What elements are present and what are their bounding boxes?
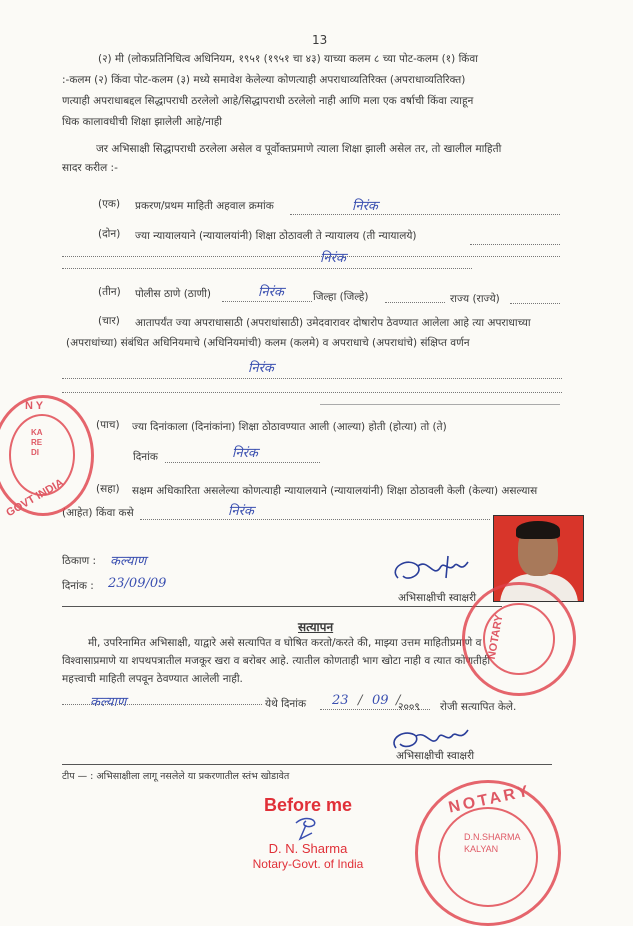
note: टीप — : अभिसाक्षीला लागू नसलेले या प्रकरणातील स्तंभ खोडावेत: [62, 771, 290, 782]
state-field: [510, 303, 560, 304]
date-value: 23/09/09: [108, 576, 167, 591]
deponent-signature-label: अभिसाक्षीची स्वाक्षरी: [398, 592, 477, 604]
item-five-field: [165, 462, 320, 463]
item-two-text: ज्या न्यायालयाने (न्यायालयांनी) शिक्षा ठोठावली ते न्यायालय (ती न्यायालये): [135, 230, 417, 242]
item-three-label: (तीन): [98, 286, 121, 298]
intro-line: सादर करील :-: [62, 162, 118, 174]
verification-signature-label: अभिसाक्षीची स्वाक्षरी: [396, 750, 475, 762]
item-five-text: ज्या दिनांकाला (दिनांकांना) शिक्षा ठोठावण्यात आली (आल्या) होती (होत्या) तो (ते): [132, 421, 447, 433]
item-one-value: निरंक: [352, 199, 378, 214]
verification-title: सत्यापन: [298, 620, 334, 634]
verification-year: २००९: [398, 701, 420, 713]
date-separator: /: [358, 693, 363, 708]
item-one-text: प्रकरण/प्रथम माहिती अहवाल क्रमांक: [135, 200, 274, 212]
para2-line: (२) मी (लोकप्रतिनिधित्व अधिनियम, १९५१ (१९५१ चा ४३) याच्या कलम ८ च्या पोट-कलम (१) किंवा: [98, 53, 478, 65]
divider: [62, 606, 502, 607]
item-four-field-2: [62, 392, 562, 393]
item-four-field-3: [320, 404, 560, 405]
item-five-label: (पाच): [96, 419, 120, 431]
item-two-field-3: [62, 268, 472, 269]
notary-title: Notary-Govt. of India: [252, 857, 364, 871]
notary-initial-signature: [292, 815, 322, 843]
verification-place: कल्याण: [90, 695, 127, 710]
item-three-value: निरंक: [258, 285, 284, 300]
left-notary-stamp: N Y KA RE DI GOVT INDIA: [0, 395, 94, 516]
item-five-date-label: दिनांक: [133, 451, 158, 463]
para2-line: :-कलम (२) किंवा पोट-कलम (३) मध्ये समावेश केलेल्या कोणत्याही अपराधाव्यतिरिक्त (अपराधाव्यतिरिक्त): [62, 74, 466, 86]
notary-name: D. N. Sharma: [268, 841, 348, 856]
district-field: [385, 302, 445, 303]
item-six-label: (सहा): [96, 483, 120, 495]
verification-suffix: रोजी सत्यापित केले.: [440, 701, 517, 713]
item-four-field: [62, 378, 562, 379]
place-label: ठिकाण :: [62, 555, 97, 567]
item-four-line2: (अपराधांच्या) संबंधित अधिनियमाचे (अधिनियमांची) कलम (कलमे) व अपराधाचे (अपराधांचे) संक्षिप्त वर्णन: [66, 337, 470, 349]
intro-line: जर अभिसाक्षी सिद्धापराधी ठरलेला असेल व पूर्वोक्तप्रमाणे त्याला शिक्षा झाली असेल तर, तो खालील माहिती: [96, 143, 502, 155]
item-four-line1: आतापर्यंत ज्या अपराधासाठी (अपराधांसाठी) उमेदवारावर दोषारोप ठेवण्यात आलेला आहे त्या अपराधाच्या: [135, 317, 531, 329]
page-number: 13: [312, 33, 328, 47]
item-two-field: [470, 244, 560, 245]
item-four-value: निरंक: [248, 361, 274, 376]
item-three-district: जिल्हा (जिल्हे): [313, 291, 369, 303]
divider: [62, 764, 552, 765]
item-five-value: निरंक: [232, 446, 258, 461]
item-one-label: (एक): [98, 198, 121, 210]
item-four-label: (चार): [98, 315, 120, 327]
verification-date-label: येथे दिनांक: [265, 698, 307, 710]
verification-day: 23: [332, 693, 349, 708]
item-six-value: निरंक: [228, 504, 254, 519]
item-three-text: पोलीस ठाणे (ठाणी): [135, 288, 212, 300]
item-six-field: [140, 519, 490, 520]
right-notary-stamp: NOTARY: [462, 582, 576, 696]
verification-month: 09: [372, 693, 389, 708]
para2-line: णत्याही अपराधाबद्दल सिद्धापराधी ठरलेलो आहे/सिद्धापराधी ठरलेलो नाही आणि मला एक वर्षाची किंवा त्याहून: [62, 95, 474, 107]
bottom-notary-stamp: NOTARY D.N.SHARMA KALYAN: [415, 780, 561, 926]
item-two-field-2: [62, 256, 560, 257]
before-me: Before me: [263, 795, 353, 815]
item-two-label: (दोन): [98, 228, 121, 240]
verification-line: मी, उपरिनामित अभिसाक्षी, याद्वारे असे सत्यापित व घोषित करतो/करते की, माझ्या उत्तम माहितीप्रमाणे व: [88, 637, 482, 649]
deponent-signature: [388, 548, 478, 590]
item-three-field: [222, 301, 312, 302]
para2-line: धिक कालावधीची शिक्षा झालेली आहे/नाही: [62, 116, 223, 128]
verification-line: विश्वासाप्रमाणे या शपथपत्रातील मजकूर खरा व बरोबर आहे. त्यातील कोणताही भाग खोटा नाही व त्यात कोणतीही: [62, 655, 491, 667]
item-six-line1: सक्षम अधिकारिता असलेल्या कोणत्याही न्यायालयाने (न्यायालयांनी) शिक्षा ठोठावली केली (केल्या) असल्यास: [132, 485, 538, 497]
item-two-value: निरंक: [320, 251, 346, 266]
place-value: कल्याण: [110, 554, 147, 569]
verification-line: महत्त्वाची माहिती लपवून ठेवण्यात आलेली नाही.: [62, 673, 243, 685]
item-six-line2: (आहेत) किंवा कसे: [62, 507, 134, 519]
date-label: दिनांक :: [62, 580, 94, 592]
item-one-field: [290, 214, 560, 215]
date-separator: /: [396, 693, 401, 708]
item-three-state: राज्य (राज्ये): [450, 293, 500, 305]
